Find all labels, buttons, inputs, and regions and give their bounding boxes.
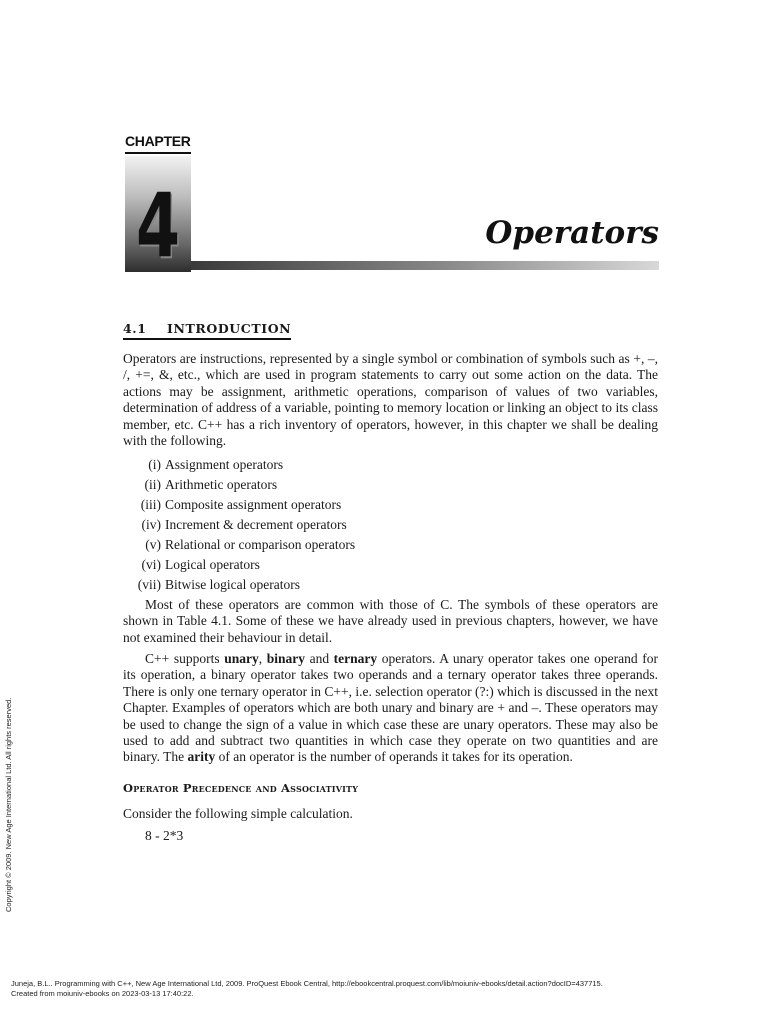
list-numeral: (v): [145, 537, 161, 552]
list-item: [123, 535, 355, 555]
list-text: Assignment operators: [165, 457, 284, 472]
list-item: [123, 575, 355, 595]
section-title: INTRODUCTION: [167, 321, 292, 336]
copyright-notice: Copyright © 2009. New Age International Ltd. All rights reserved.: [4, 697, 13, 912]
created-line: Created from moiuniv-ebooks on 2023-03-13 17:40:22.: [11, 989, 194, 998]
list-text: Logical operators: [165, 557, 260, 572]
term-unary: unary: [224, 651, 259, 666]
list-item: [123, 495, 355, 515]
intro-paragraph: Operators are instructions, represented by a single symbol or combination of symbols such as +, –, /, +=, &, etc., which are used in program statements to carry out some action on the data. The actions may be assignment, arithmetic operations, comparison of values of two variables, determination of address of a variable, pointing to memory location or linking an object to its class member, etc. C++ has a rich inventory of operators, however, in this chapter we shall be dealing with the following.: [123, 351, 658, 449]
list-item: [123, 555, 355, 575]
consider-paragraph: Consider the following simple calculation.: [123, 806, 353, 821]
subheading: Operator Precedence and Associativity: [123, 781, 359, 795]
chapter-title: Operators: [485, 215, 659, 251]
list-text: Arithmetic operators: [165, 477, 278, 492]
list-item: [123, 475, 355, 495]
chapter-label: CHAPTER: [125, 133, 191, 149]
text-run: operators. A unary operator takes one operand for its operation, a binary operator takes two operands and a ternary operator takes three operands. There is only one ternary operator in C++, i.e. selection operator (?:) which is discussed in the next Chapter. Examples of operators which are both unary and binary are + and –. These operators may be used to change the sign of a value in which case these are unary operators. These may also be used to add and subtract two quantities in which case they operate on two quantities and are binary. The: [123, 651, 659, 765]
list-numeral: (vi): [141, 557, 161, 572]
list-text: Relational or comparison operators: [165, 537, 356, 552]
text-run: ,: [258, 651, 267, 666]
title-gradient-bar: [191, 261, 659, 270]
chapter-label-rule: [125, 152, 191, 154]
text-run: C++ supports: [145, 651, 225, 666]
citation-footer: [11, 979, 603, 999]
expression: 8 - 2*3: [145, 828, 184, 843]
common-paragraph: Most of these operators are common with those of C. The symbols of these operators are shown in Table 4.1. Some of these we have already used in previous chapters, however, we have not examined their behaviour in detail.: [123, 597, 658, 645]
list-text: Bitwise logical operators: [165, 577, 300, 592]
chapter-number: 4: [135, 174, 181, 277]
list-item: [123, 515, 355, 535]
list-text: Composite assignment operators: [165, 497, 342, 512]
list-numeral: (ii): [144, 477, 161, 492]
list-numeral: (iv): [141, 517, 161, 532]
text-run: and: [304, 651, 334, 666]
text-run: of an operator is the number of operands it takes for its operation.: [215, 749, 573, 765]
operator-list: [123, 455, 355, 595]
list-text: Increment & decrement operators: [165, 517, 347, 532]
section-heading: [123, 321, 291, 340]
term-binary: binary: [266, 651, 305, 666]
operators-paragraph: [123, 651, 658, 766]
term-ternary: ternary: [333, 651, 378, 666]
list-numeral: (iii): [140, 497, 161, 512]
citation-line: Juneja, B.L.. Programming with C++, New Age International Ltd, 2009. ProQuest Ebook Central, http://ebookcentral.proquest.com/lib/moiuniv-ebooks/detail.action?docID=437715.: [11, 979, 603, 988]
list-numeral: (i): [148, 457, 161, 472]
list-numeral: (vii): [137, 577, 161, 592]
list-item: [123, 455, 355, 475]
section-number: 4.1: [123, 321, 147, 336]
term-arity: arity: [187, 749, 216, 765]
